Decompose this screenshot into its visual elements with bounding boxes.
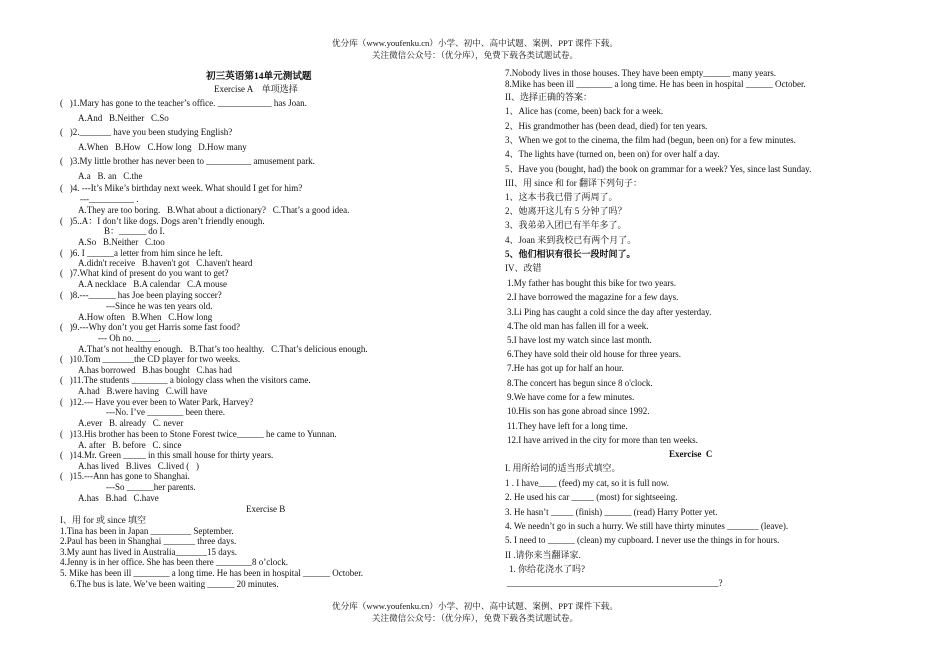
question-9-reply: --- Oh no. _____. — [98, 333, 161, 343]
exercise-b-part2-heading: II、选择正确的答案： — [505, 92, 592, 102]
exercise-c-part2-heading: II .请你来当翻译家. — [505, 550, 581, 560]
question-1-options: A.And B.Neither C.So — [78, 113, 169, 123]
question-6-options: A.didn't receive B.haven't got C.haven't heard — [78, 258, 253, 268]
question-5-stem: ( )5..A：I don’t like dogs. Dogs aren’t friendly enough. — [60, 216, 265, 226]
exercise-c-part1-item: 4. We needn’t go in such a hurry. We still have thirty minutes _______ (leave). — [505, 521, 789, 531]
exercise-b-part2-item: 3、When we got to the cinema, the film had (begun, been on) for a few minutes. — [505, 135, 796, 145]
question-1-stem: ( )1.Mary has gone to the teacher’s office. ____________ has Joan. — [60, 98, 307, 108]
answer-blank-line: _______________________________________________? — [507, 578, 723, 588]
exercise-b-part4-item: 11.They have left for a long time. — [507, 421, 628, 431]
exercise-b-part3-item: 1、这本书我已借了两周了。 — [505, 192, 618, 202]
question-10-stem: ( )10.Tom _______the CD player for two weeks. — [60, 354, 241, 364]
question-15-reply: ---So ______her parents. — [106, 482, 196, 492]
exercise-a-heading: Exercise A 单项选择 — [214, 84, 298, 94]
question-7-options: A.A necklace B.A calendar C.A mouse — [78, 279, 227, 289]
exercise-c-part1-item: 3. He hasn’t _____ (finish) ______ (read) Harry Potter yet. — [505, 507, 718, 517]
exercise-b-part4-item: 6.They have sold their old house for three years. — [507, 349, 681, 359]
question-12-options: A.ever B. already C. never — [78, 418, 184, 428]
question-5-options: A.So B.Neither C.too — [78, 237, 165, 247]
exercise-b-part3-item: 5、他们相识有很长一段时间了。 — [505, 249, 636, 259]
exercise-c-part1-heading: I. 用所给词的适当形式填空。 — [505, 463, 621, 473]
exercise-b-part3-heading: III、用 since 和 for 翻译下列句子： — [505, 178, 642, 188]
question-13-stem: ( )13.His brother has been to Stone Forest twice______ he came to Yunnan. — [60, 429, 337, 439]
question-11-stem: ( )11.The students ________ a biology class when the visitors came. — [60, 375, 311, 385]
question-3-options: A.a B. an C.the — [78, 171, 143, 181]
exercise-b-part4-item: 12.I have arrived in the city for more than ten weeks. — [507, 435, 698, 445]
exercise-b-part4-item: 8.The concert has begun since 8 o'clock. — [507, 378, 653, 388]
question-15-options: A.has B.had C.have — [78, 493, 159, 503]
exercise-b-heading: Exercise B — [246, 504, 286, 514]
question-6-stem: ( )6. I ______a letter from him since he left. — [60, 248, 223, 258]
question-12-reply: ---No. I’ve ________ been there. — [106, 407, 225, 417]
exercise-c-part1-item: 2. He used his car _____ (most) for sightseeing. — [505, 492, 678, 502]
exercise-b-part1-item: 3.My aunt has lived in Australia_______15 days. — [60, 547, 237, 557]
question-15-stem: ( )15.---Ann has gone to Shanghai. — [60, 471, 190, 481]
question-13-options: A. after B. before C. since — [78, 440, 182, 450]
exercise-c-heading: Exercise C — [669, 449, 713, 459]
exercise-b-part1-item: 4.Jenny is in her office. She has been there ________8 o’clock. — [60, 557, 289, 567]
question-4-options: A.They are too boring. B.What about a dictionary? C.That’s a good idea. — [78, 205, 350, 215]
exercise-b-part3-item: 3、我弟弟入团已有半年多了。 — [505, 220, 627, 230]
exercise-b-part1-item: 1.Tina has been in Japan _________ September. — [60, 526, 234, 536]
question-12-stem: ( )12.--- Have you ever been to Water Park, Harvey? — [60, 397, 254, 407]
exercise-b-part4-item: 4.The old man has fallen ill for a week. — [507, 321, 649, 331]
exercise-b-part4-item: 7.He has got up for half an hour. — [507, 363, 624, 373]
exercise-b-part4-heading: IV、改错 — [505, 263, 542, 273]
question-2-stem: ( )2._______ have you been studying English? — [60, 127, 233, 137]
page-header-line-1: 优分库（www.youfenku.cn）小学、初中、高中试题、案例、PPT 课件下载。 — [332, 38, 618, 48]
exercise-b-part4-item: 3.Li Ping has caught a cold since the day after yesterday. — [507, 307, 712, 317]
exercise-b-part4-item: 5.I have lost my watch since last month. — [507, 335, 652, 345]
question-2-options: A.When B.How C.How long D.How many — [78, 142, 247, 152]
page-footer-line-2: 关注微信公众号：（优分库），免费下载各类试题试卷。 — [371, 613, 579, 623]
exercise-b-part3-item: 4、Joan 来到我校已有两个月了。 — [505, 235, 637, 245]
exercise-b-part3-item: 2、她离开这儿有 5 分钟了吗？ — [505, 206, 627, 216]
exercise-b-part1-item: 2.Paul has been in Shanghai _______ three days. — [60, 536, 237, 546]
question-4-reply: ---__________ . — [80, 194, 139, 204]
question-9-stem: ( )9.---Why don’t you get Harris some fast food? — [60, 322, 241, 332]
exercise-b-part2-item: 5、Have you (bought, had) the book on grammar for a week? Yes, since last Sunday. — [505, 164, 812, 174]
exercise-c-part1-item: 1 . I have____ (feed) my cat, so it is full now. — [505, 478, 669, 488]
exercise-b-part2-item: 1、Alice has (come, been) back for a week. — [505, 106, 664, 116]
question-14-options: A.has lived B.lives C.lived ( ) — [78, 461, 199, 471]
exercise-b-part1-item: 5. Mike has been ill ________ a long time. He has been in hospital ______ October. — [60, 568, 363, 578]
question-11-options: A.had B.were having C.will have — [78, 386, 208, 396]
exercise-b-part1-item: 8.Mike has been ill ________ a long time. He has been in hospital ______ October. — [505, 79, 806, 89]
question-3-stem: ( )3.My little brother has never been to __________ amusement park. — [60, 156, 315, 166]
question-10-options: A.has borrowed B.has bought C.has had — [78, 365, 232, 375]
exercise-b-part4-item: 1.My father has bought this bike for two years. — [507, 278, 676, 288]
page-footer-line-1: 优分库（www.youfenku.cn）小学、初中、高中试题、案例、PPT 课件下载。 — [332, 601, 618, 611]
question-14-stem: ( )14.Mr. Green _____ in this small house for thirty years. — [60, 450, 274, 460]
question-5-reply: B：______ do I. — [104, 226, 165, 236]
page-title: 初三英语第14单元测试题 — [206, 71, 312, 82]
question-8-stem: ( )8.---______ has Joe been playing soccer? — [60, 290, 222, 300]
exercise-b-part1-item: 6.The bus is late. We’ve been waiting ______ 20 minutes. — [70, 579, 279, 589]
exercise-b-part4-item: 10.His son has gone abroad since 1992. — [507, 406, 650, 416]
exercise-b-part2-item: 2、His grandmother has (been dead, died) for ten years. — [505, 121, 708, 131]
exercise-b-part1-item: 7.Nobody lives in those houses. They have been empty______ many years. — [505, 68, 777, 78]
question-4-stem: ( )4. ---It’s Mike’s birthday next week. What should I get for him? — [60, 183, 303, 193]
exercise-b-part4-item: 2.I have borrowed the magazine for a few days. — [507, 292, 679, 302]
exercise-b-part4-item: 9.We have come for a few minutes. — [507, 392, 635, 402]
exercise-c-part2-item: 1. 你给花浇水了吗? — [509, 564, 585, 574]
exercise-c-part1-item: 5. I need to ______ (clean) my cupboard. I never use the things in for hours. — [505, 535, 780, 545]
question-8-options: A.How often B.When C.How long — [78, 312, 213, 322]
question-9-options: A.That’s not healthy enough. B.That’s too healthy. C.That’s delicious enough. — [78, 344, 368, 354]
exercise-b-part2-item: 4、The lights have (turned on, been on) for over half a day. — [505, 149, 720, 159]
question-8-reply: ---Since he was ten years old. — [106, 301, 213, 311]
exercise-b-part1-heading: I、用 for 或 since 填空 — [60, 515, 146, 525]
question-7-stem: ( )7.What kind of present do you want to get? — [60, 268, 229, 278]
page-header-line-2: 关注微信公众号：（优分库），免费下载各类试题试卷。 — [371, 50, 579, 60]
